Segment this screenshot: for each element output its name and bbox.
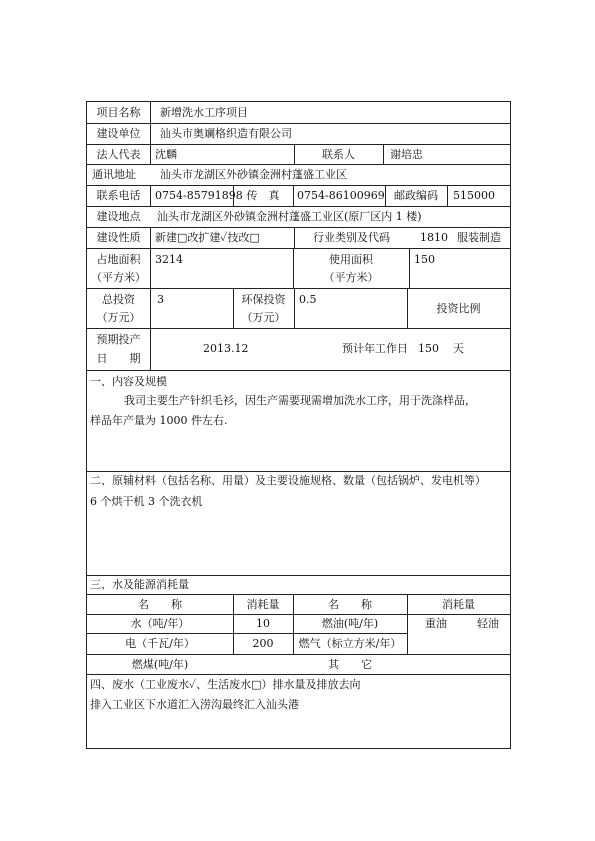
nature-value: 新建□改扩建✓技改□ — [155, 231, 260, 244]
start-date-label-2: 日 期 — [96, 352, 141, 365]
industry-name: 服装制造 — [457, 231, 501, 244]
total-invest-value: 3 — [157, 293, 164, 306]
env-invest-label: 环保投资 — [241, 293, 286, 306]
water-value: 10 — [256, 617, 270, 630]
total-invest-label: 总投资 — [102, 293, 135, 306]
section4-content: 排入工业区下水道汇入涝沟最终汇入汕头港 — [90, 698, 299, 711]
use-area-label: 使用面积 — [329, 253, 373, 266]
phone-value: 0754-85791898 — [155, 189, 243, 202]
water-label: 水（吨/年） — [130, 617, 190, 630]
electric-value: 200 — [252, 637, 274, 650]
coal-label: 燃煤(吨/年) — [131, 658, 189, 671]
heavy-oil-label: 重油 — [425, 617, 447, 630]
land-area-value: 3214 — [155, 253, 183, 266]
section1-line2: 样品年产量为 1000 件左右. — [90, 414, 228, 427]
site-label: 建设地点 — [96, 210, 141, 223]
work-days-label: 预计年工作日 — [342, 342, 408, 355]
industry-label: 行业类别及代码 — [313, 231, 390, 244]
invest-ratio-label: 投资比例 — [436, 302, 481, 315]
fax-value: 0754-86100969 — [297, 189, 385, 202]
land-area-label: 占地面积 — [96, 253, 141, 266]
electric-label: 电（千瓦/年） — [125, 637, 195, 650]
legal-rep-label: 法人代表 — [96, 148, 141, 161]
project-name: 新增洗水工序项目 — [160, 106, 248, 119]
site-value: 汕头市龙湖区外砂镇金洲村蓬盛工业区(原厂区内 1 楼) — [157, 210, 422, 223]
address-label: 通讯地址 — [92, 168, 136, 181]
postcode-label: 邮政编码 — [394, 189, 438, 202]
work-days-value: 150 — [418, 342, 439, 355]
address-value: 汕头市龙湖区外砂镇金洲村蓬盛工业区 — [160, 168, 347, 181]
env-invest-value: 0.5 — [299, 293, 317, 306]
work-days-unit: 天 — [453, 342, 464, 355]
section1-title: 一、内容及规模 — [90, 375, 167, 388]
industry-code: 1810 — [420, 231, 448, 244]
energy-header-name: 名 称 — [138, 598, 182, 611]
fax-label: 传 真 — [246, 189, 280, 202]
postcode-value: 515000 — [453, 189, 495, 202]
use-area-unit: （平方米） — [323, 271, 379, 284]
env-invest-unit: （万元） — [241, 311, 286, 324]
section3-title: 三、水及能源消耗量 — [90, 578, 189, 591]
gas-label: 燃气（标立方米/年） — [298, 637, 402, 650]
nature-label: 建设性质 — [96, 231, 141, 244]
unit-value: 汕头市奥斓格织造有限公司 — [160, 127, 292, 140]
section4-title: 四、废水（工业废水✓、生活废水□）排水量及排放去向 — [90, 678, 361, 691]
project-name-label: 项目名称 — [96, 106, 141, 119]
light-oil-label: 轻油 — [477, 617, 499, 630]
start-date-label: 预期投产 — [96, 333, 141, 346]
section2-content: 6 个烘干机 3 个洗衣机 — [90, 495, 203, 508]
energy-header-amount: 消耗量 — [246, 598, 280, 611]
legal-rep: 沈麟 — [155, 148, 177, 161]
energy-header-amount-2: 消耗量 — [442, 598, 475, 611]
start-date-value: 2013.12 — [203, 342, 249, 355]
contact-label: 联系人 — [322, 148, 355, 161]
section2-title: 二、原辅材料（包括名称、用量）及主要设施规格、数量（包括锅炉、发电机等） — [90, 474, 486, 487]
section1-line1: 我司主要生产针织毛衫，因生产需要现需增加洗水工序，用于洗涤样品， — [124, 394, 476, 407]
energy-header-name-2: 名 称 — [328, 598, 372, 611]
use-area-value: 150 — [414, 253, 435, 266]
other-label: 其 它 — [328, 658, 372, 671]
total-invest-unit: （万元） — [96, 311, 141, 324]
phone-label: 联系电话 — [96, 189, 141, 202]
fuel-oil-label: 燃油(吨/年) — [321, 617, 379, 630]
environmental-form — [86, 101, 511, 749]
unit-label: 建设单位 — [96, 127, 141, 140]
contact-value: 谢培忠 — [390, 148, 423, 161]
land-area-unit: （平方米） — [91, 271, 146, 284]
